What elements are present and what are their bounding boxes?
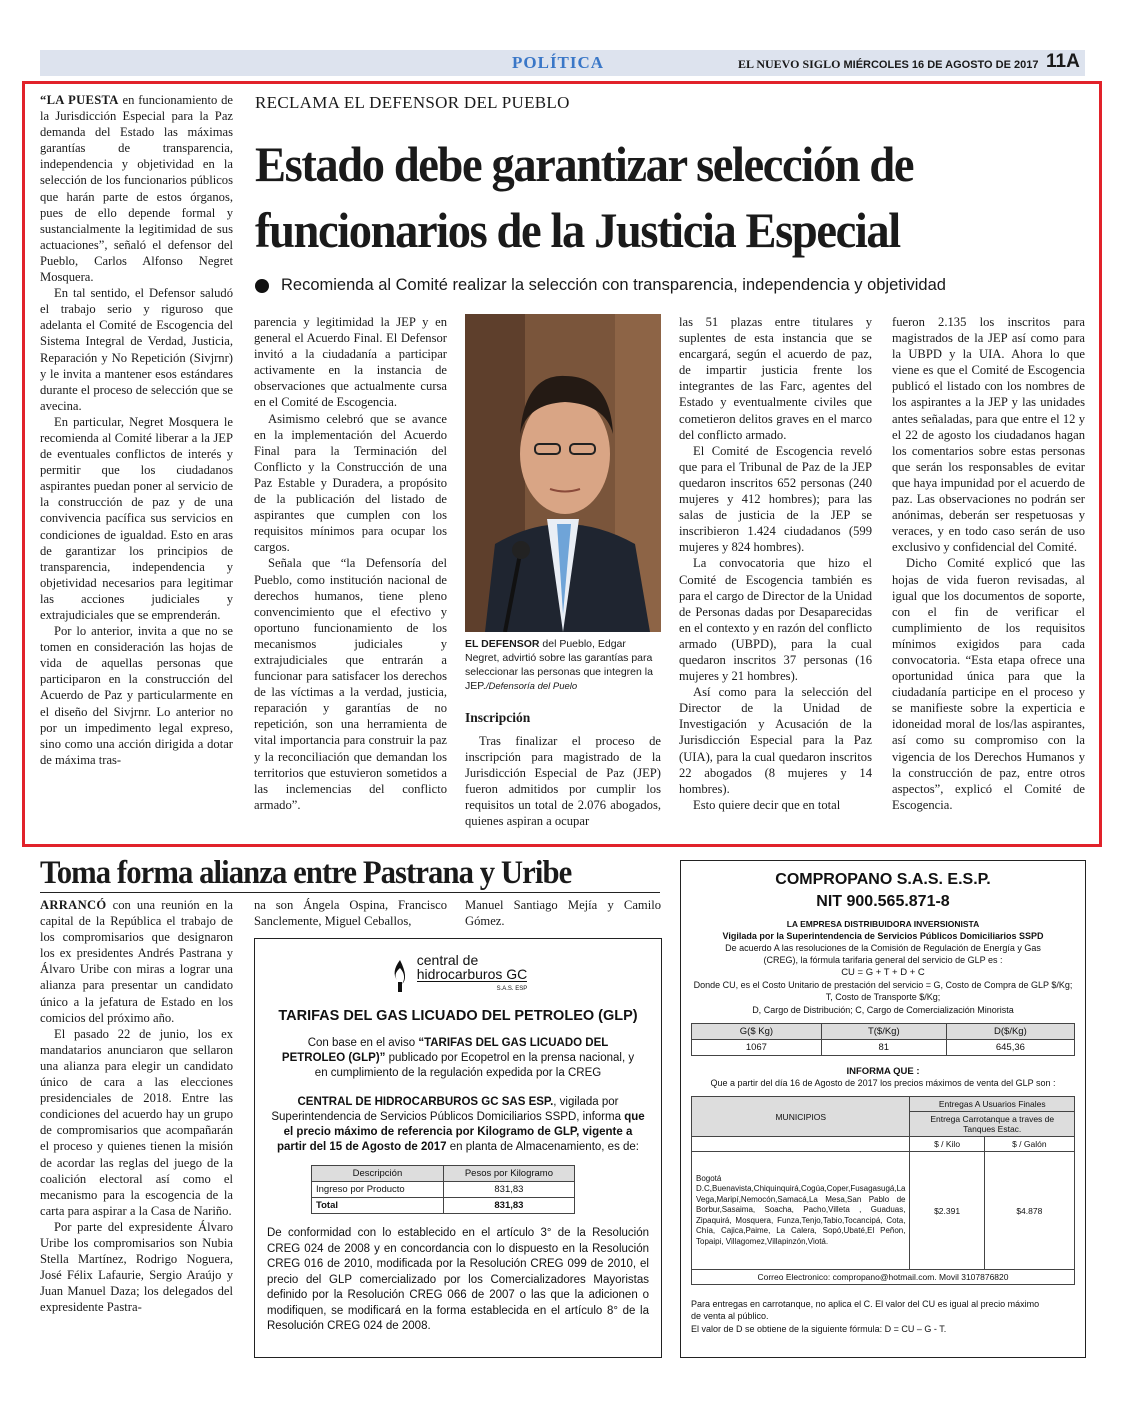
section-name: POLÍTICA — [512, 53, 605, 72]
paragraph: En tal sentido, el Defensor saludó el trabajo serio y riguroso que adelanta el Comité de Escogencia del Sistema Integral de Verdad, Justicia, Reparación y No Repetición (Sivjrnr) y le invita a mantener esos estándares durante el proceso de selección que se avecina. — [40, 286, 233, 413]
paragraph: En particular, Negret Mosquera le recomienda al Comité liberar a la JEP de eventuales conflictos de interés y permitir que los ciudadanos aspirantes puedan poner al servicio de la construcción de paz y de una convivencia pacífica sus servicios en condiciones de igualdad. Esto en aras de garantizar los principios de transparencia, independencia y objetividad necesarios para legitimar las acciones judiciales y extrajudiciales que se emprenderán. — [40, 414, 233, 622]
table-header: Descripción — [312, 1166, 444, 1182]
table-header: Entregas A Usuarios Finales — [910, 1097, 1075, 1112]
paragraph: Manuel Santiago Mejía y Camilo Gómez. — [465, 898, 661, 929]
text: en planta de Almacenamiento, es de: — [446, 1141, 639, 1153]
paragraph: Por parte del expresidente Álvaro Uribe los compromisarios son Nubia Stella Martínez, Rodrigo Noguera, José Félix Lafaurie, Sergio Araújo y Juan Manuel Daza; los delegados del expresidente Pastra- — [40, 1219, 233, 1315]
ad-footnote: El valor de D se obtiene de la siguiente fórmula: D = CU – G - T. — [691, 1324, 947, 1334]
table-cell: 645,36 — [946, 1040, 1074, 1056]
table-cell: $4.878 — [984, 1152, 1074, 1270]
table-header: D($/Kg) — [946, 1024, 1074, 1040]
ad-logo — [255, 953, 661, 996]
paragraph: Por lo anterior, invita a que no se tomen en consideración las hojas de vida de aquellas personas que participaron en la construcción del Acuerdo de Paz y particularmente en el diseño del Sivjrnr. Lo anterior no por un impedimento legal expreso, sino como una acción dirigida a dotar de máxima tras- — [40, 624, 233, 767]
cost-table — [691, 1023, 1075, 1056]
table-cell: 81 — [821, 1040, 946, 1056]
ad-line: D, Cargo de Distribución; C, Cargo de Comercialización Minorista — [752, 1005, 1014, 1015]
article2-column-3 — [465, 897, 661, 929]
ad-company: COMPROPANO S.A.S. E.S.P. — [775, 871, 991, 888]
table-header: G($ Kg) — [692, 1024, 822, 1040]
article2-column-2 — [254, 897, 447, 929]
paragraph — [40, 897, 233, 1026]
paragraph: El Comité de Escogencia reveló que para el Tribunal de Paz de la JEP quedaron inscritos 652 personas (240 mujeres y 412 hombres); para las salas de justicia de la JEP se inscribieron 1.424 ciudadanos (599 mujeres y 824 hombres). — [679, 443, 872, 555]
table-cell: 1067 — [692, 1040, 822, 1056]
ad-informa-text: Que a partir del día 16 de Agosto de 2017 los precios máximos de venta del GLP son : — [710, 1078, 1056, 1088]
masthead — [738, 57, 1038, 72]
lead-in: “LA PUESTA — [40, 93, 119, 107]
ad-informa: INFORMA QUE : — [846, 1066, 920, 1077]
article1-column-1 — [40, 92, 233, 768]
photo-caption — [465, 637, 661, 694]
deck-text: Recomienda al Comité realizar la selección con transparencia, independencia y objetividad — [281, 276, 946, 294]
ad-compropano — [680, 860, 1086, 1358]
ad-line: Donde CU, es el Costo Unitario de prestación del servicio = G, Costo de Compra de GLP $/Kg; T, Costo de Transporte $/Kg; — [693, 980, 1073, 1002]
headline-line-1: Estado debe garantizar selección de — [255, 136, 914, 192]
article-deck — [255, 276, 946, 295]
ad-paragraph-2 — [269, 1095, 647, 1155]
article-subhead: Inscripción — [465, 710, 531, 725]
ad-line: LA EMPRESA DISTRIBUIDORA INVERSIONISTA — [786, 919, 980, 929]
table-cell: 831,83 — [443, 1182, 574, 1198]
article2-headline: Toma forma alianza entre Pastrana y Uribe — [40, 855, 572, 891]
defensor-photo — [465, 314, 661, 632]
caption-lead: EL DEFENSOR — [465, 638, 540, 650]
article-headline — [255, 131, 1027, 263]
text: Con base en el aviso — [307, 1037, 419, 1049]
article1-column-3 — [465, 733, 661, 830]
paragraph-text: en funcionamiento de la Jurisdicción Especial para la Paz demanda del Estado las máximas garantías de transparencia, independencia y objetividad en la selección de los funcionarios públicos que harán parte de estos órganos, pues de ello depende formal y sustancialmente la legitimidad de sus actuaciones”, señaló el defensor del Pueblo, Carlos Alfonso Negret Mosquera. — [40, 93, 233, 285]
ad-line: De acuerdo A las resoluciones de la Comisión de Regulación de Energía y Gas (CREG), la fórmula tarifaria general del servicio de GLP es : — [725, 943, 1041, 965]
ad-footnote: Para entregas en carrotanque, no aplica el C. El valor del CU es igual al precio máximo de venta al público. — [691, 1299, 1040, 1321]
text: “TARIFAS DEL GAS LICUADO DEL PETROLEO (GLP)” — [281, 1037, 609, 1064]
paragraph: Así como para la selección del Director de la Unidad de Investigación y Acusación de la Jurisdicción Especial para la Paz (UIA), para la cual quedaron inscritos 22 abogados (8 mujeres y 14 hombres). — [679, 685, 872, 796]
paragraph: Tras finalizar el proceso de inscripción para magistrado de la Jurisdicción Especial de Paz (JEP) fueron admitidos por cumplir los requisitos un total de 2.076 abogados, quienes aspiran a ocupar — [465, 734, 661, 829]
logo-line-1: central de — [416, 952, 479, 968]
page-number: 11A — [1046, 51, 1080, 72]
table-cell: $2.391 — [910, 1152, 984, 1270]
paragraph-text: con una reunión en la capital de la República el trabajo de los compromisarios que designaron los ex presidentes Andrés Pastrana y Álvaro Uribe con miras a lograr una alianza para presentar un candidato único a la jefatura de Estado en los comicios del próximo año. — [40, 898, 233, 1025]
paragraph: fueron 2.135 los inscritos para magistrados de la JEP así como para la UBPD y la UIA. Ahora lo que viene es que el Comité de Escogencia publicó el listado con los nombres de los aspirantes a la JEP y las unidades antes señaladas, para que entre el 12 y el 22 de agosto los ciudadanos hagan los comentarios sobre estas personas que serán los responsables de evitar que haya impunidad por el acuerdo de paz. Las observaciones no podrán ser anónimas, deberán ser respetuosas y veraces, y en todo caso serán de uso exclusivo y confidencial del Comité. — [892, 315, 1085, 555]
bullet-icon — [255, 279, 269, 293]
paragraph: na son Ángela Ospina, Francisco Sanclemente, Miguel Ceballos, — [254, 898, 447, 929]
paragraph: Asimismo celebró que se avance en la implementación del Acuerdo Final para la Terminación del Conflicto y la Construcción de una Paz Estable y Duradera, a propósito de la publicación del listado de aspirantes que cumplen con los requisitos mínimos para ocupar los cargos. — [254, 411, 447, 555]
article1-column-2 — [254, 314, 447, 813]
article2-column-1 — [40, 897, 233, 1315]
newspaper-name: EL NUEVO SIGLO — [738, 57, 841, 71]
divider — [40, 892, 660, 893]
table-header: MUNICIPIOS — [692, 1097, 910, 1137]
ad-title: TARIFAS DEL GAS LICUADO DEL PETROLEO (GLP) — [278, 1008, 638, 1024]
headline-line-2: funcionarios de la Justicia Especial — [255, 202, 900, 258]
ad-central-hidrocarburos — [254, 938, 662, 1358]
price-table — [691, 1096, 1075, 1285]
paragraph: El pasado 22 de junio, los ex mandatarios anunciaron que sellaron una alianza para elegir un candidato único de cara a las elecciones presidenciales de 2018. Entre las condiciones del acuerdo hay un grupo de compromisarios que acompañarán el proceso y quienes tienen la misión de acordar las reglas del juego de la coalición electoral así como el mecanismo para la escogencia de la carta para aspirar a la Casa de Nariño. — [40, 1026, 233, 1218]
issue-date: MIÉRCOLES 16 DE AGOSTO DE 2017 — [843, 59, 1039, 71]
caption-text: del Pueblo, Edgar Negret, advirtió sobre las garantías para seleccionar las personas que integren la JEP. — [465, 638, 653, 692]
ad-paragraph-1 — [277, 1036, 639, 1081]
table-cell: Bogotá D.C,Buenavista,Chiquinquirá,Cogúa,Coper,Fusagasugá,La Vega,Maripí,Nemocón,Samacá,La Mesa,San Pablo de Borbur,Sasaima, Soacha, Pacho,Villeta , Guaduas, Zipaquirá, Mosquera, Funza,Tenjo,Tabio,Tocancipá, Cota, Chía, Cajica,Paime, La Calera, Sopó,Ubaté,El Peñon, Topaipi, Villagomez,Villapinzón,Viotá. — [692, 1152, 910, 1270]
table-header: Pesos por Kilogramo — [443, 1166, 574, 1182]
table-cell: Correo Electronico: compropano@hotmail.com. Movil 3107876820 — [692, 1270, 1075, 1285]
paragraph: Dicho Comité explicó que las hojas de vida fueron revisadas, al igual que los documentos de soporte, con el fin de verificar el cumplimiento de los requisitos mínimos exigidos para cada convocatoria. “Esta etapa ofrece una oportunidad única para que la ciudadanía participe en el proceso y se manifieste sobre la experticia e idoneidad moral de los/las aspirantes, así como su compromiso con la vigencia de los Derechos Humanos y la construcción de paz, entre otros aspectos”, explicó el Comité de Escogencia. — [892, 556, 1085, 812]
paragraph: Señala que “la Defensoría del Pueblo, como institución nacional de derechos humanos, tiene pleno convencimiento que el efectivo y oportuno funcionamiento de los mecanismos judiciales y extrajudiciales que entrarán a funcionar para satisfacer los derechos de las víctimas a la verdad, justicia, reparación y garantías de no repetición, son una herramienta de vital importancia para construir la paz y la reconciliación que demandan los territorios que estuvieron sometidos a las inclemencias del conflicto armado”. — [254, 556, 447, 812]
ad-nit: NIT 900.565.871-8 — [816, 893, 950, 910]
flame-icon — [389, 958, 411, 992]
article-kicker: RECLAMA EL DEFENSOR DEL PUEBLO — [255, 93, 570, 112]
table-header: $ / Kilo — [910, 1137, 984, 1152]
logo-sub: S.A.S. ESP — [496, 986, 528, 992]
person-speaking-illustration — [465, 314, 661, 632]
text: , vigilada por Superintendencia de Servicios Públicos Domiciliarios SSPD, informa — [271, 1096, 625, 1123]
table-header: $ / Galón — [984, 1137, 1074, 1152]
paragraph — [40, 92, 233, 285]
lead-in: ARRANCÓ — [40, 898, 107, 912]
price-table — [311, 1165, 575, 1214]
text: CENTRAL DE HIDROCARBUROS GC SAS ESP. — [297, 1096, 554, 1108]
ad-line: Vigilada por la Superintendencia de Servicios Públicos Domiciliarios SSPD — [722, 931, 1044, 941]
table-cell: Total — [312, 1198, 444, 1214]
tariff-formula: CU = G + T + D + C — [841, 967, 925, 978]
paragraph: las 51 plazas entre titulares y suplentes de esta instancia que se encargará, según el acuerdo de paz, de impartir justicia frente los integrantes de las Farc, agentes del Estado y eventualmente civiles que cometieron delitos graves en el marco del conflicto armado. — [679, 315, 872, 442]
article1-column-4 — [679, 314, 872, 813]
logo-text — [417, 953, 528, 996]
paragraph: Esto quiere decir que en total — [693, 797, 841, 812]
table-cell: Ingreso por Producto — [312, 1182, 444, 1198]
caption-credit: /Defensoría del Puelo — [485, 681, 578, 692]
paragraph: parencia y legitimidad la JEP y en general el Acuerdo Final. El Defensor invitó a la ciudadanía a participar activamente en la instancia de observaciones que actualmente cursa en el Comité de Escogencia. — [254, 315, 447, 410]
ad-paragraph-3: De conformidad con lo establecido en el artículo 3° de la Resolución CREG 024 de 2008 y en concordancia con lo dispuesto en la Resolución CREG 016 de 2010, modificada por la Resolución CREG 099 de 2010, el precio del GLP comercializado por los Comercializadores Mayoristas definido por la Resolución CREG 066 de 2007 o las que la adicionen o modifiquen, se modificará en la forma establecida en el artículo 8° de la Resolución CREG 024 de 2008. — [267, 1227, 649, 1332]
text: publicado por Ecopetrol en la prensa nacional, y en cumplimiento de la regulación expedida por la CREG — [314, 1052, 635, 1079]
table-cell: 831,83 — [443, 1198, 574, 1214]
logo-line-2: hidrocarburos GC — [416, 966, 528, 982]
paragraph: La convocatoria que hizo el Comité de Escogencia también es para el cargo de Director de la Unidad de Personas dadas por Desaparecidas en el contexto y en razón del conflicto armado (UBPD), para la cual quedaron inscritos 37 personas (16 mujeres y 21 hombres). — [679, 556, 872, 684]
text: que el precio máximo de referencia por Kilogramo de GLP, vigente a partir del 15 de Agosto de 2017 — [276, 1111, 645, 1153]
table-header: Entrega Carrotanque a traves de Tanques Estac. — [910, 1112, 1075, 1137]
article1-column-5 — [892, 314, 1085, 813]
table-header: T($/Kg) — [821, 1024, 946, 1040]
